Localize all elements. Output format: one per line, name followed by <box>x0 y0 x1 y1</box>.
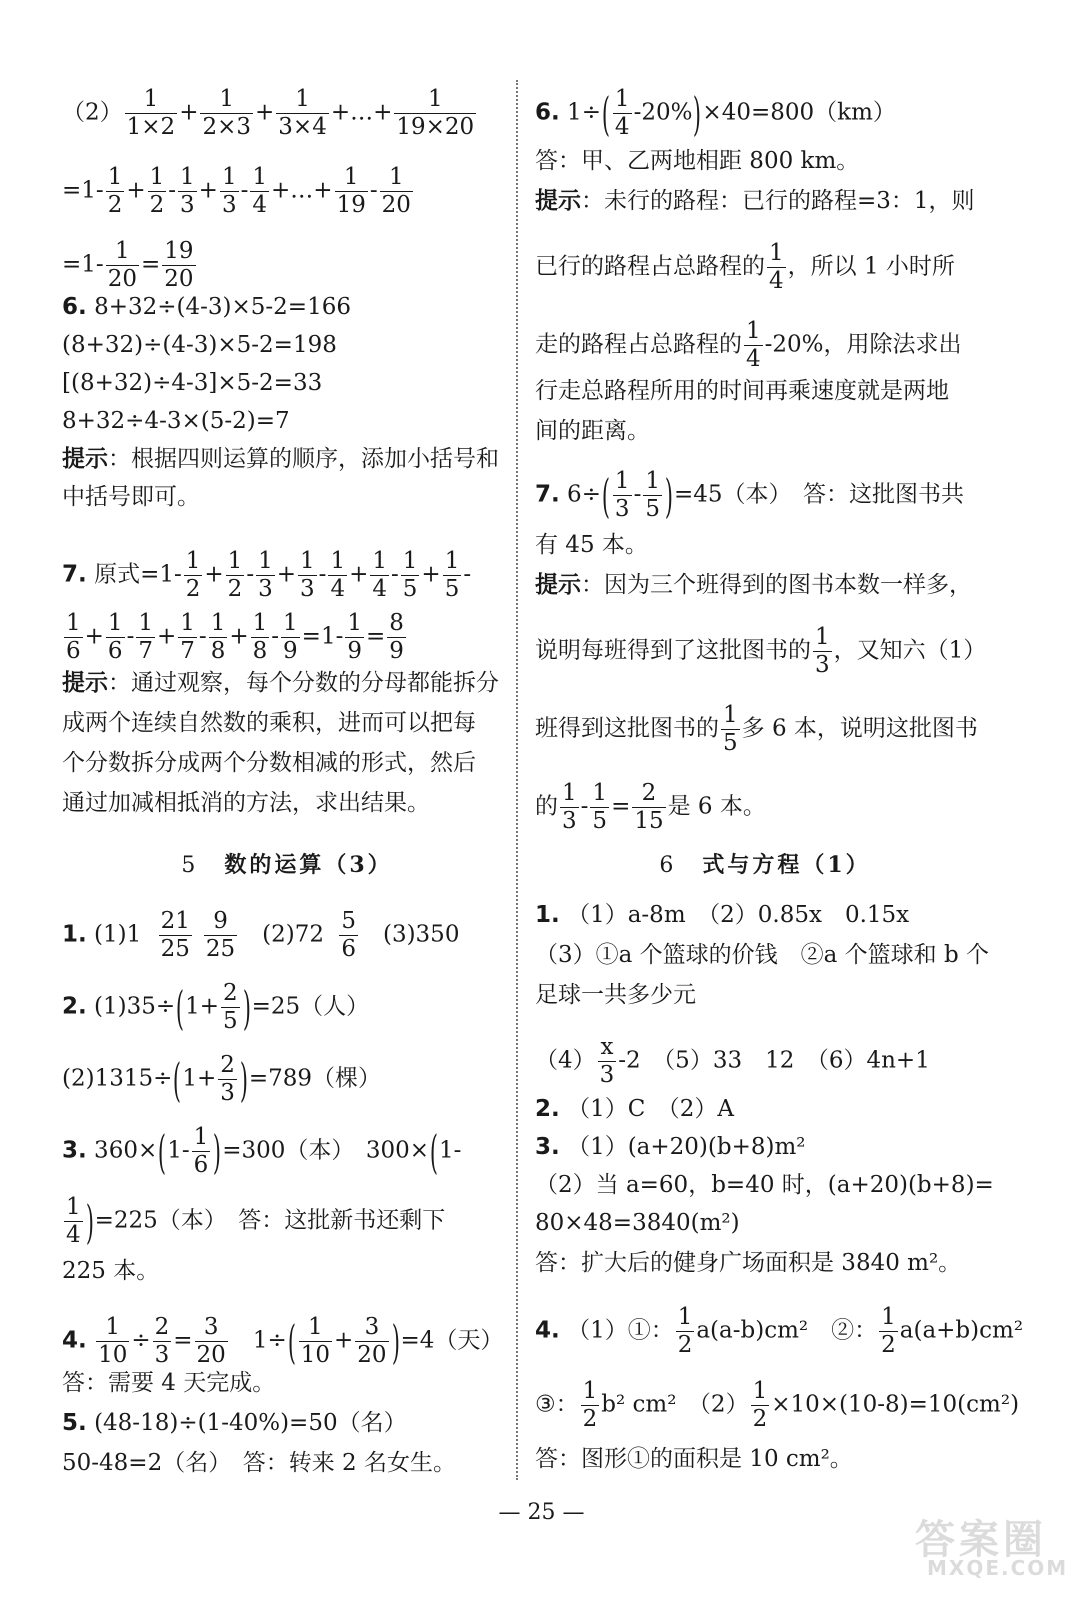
s6-q3-line1: 3. （1）(a+20)(b+8)m² <box>535 1134 806 1160</box>
q6-hint-line2: 中括号即可。 <box>62 484 200 510</box>
r-q6-hint-line5: 间的距离。 <box>535 418 650 444</box>
q7-hint-line4: 通过加减相抵消的方法，求出结果。 <box>62 790 430 816</box>
page-number: — 25 — <box>498 1500 585 1525</box>
section-5-heading: 5 数的运算（3） <box>181 852 393 878</box>
s6-q4-line2: ③： $\frac{1}{2}$ b² cm² （2） $\frac{1}{2}$ ×10×(10-8)=10(cm²) <box>535 1378 1020 1432</box>
r-q7-hint-line1: 提示：因为三个班得到的图书本数一样多， <box>535 572 972 598</box>
s6-q2: 2. （1）C （2）A <box>535 1096 735 1122</box>
r-q6-hint-line4: 行走总路程所用的时间再乘速度就是两地 <box>535 378 949 404</box>
watermark-logo: 答案圈 MXQE.COM <box>915 1517 1069 1580</box>
r-q6-hint-line2: 已行的路程占总路程的 $\frac{1}{4}$ ，所以 1 小时所 <box>535 240 955 294</box>
s6-q3-line2: （2）当 a=60，b=40 时，(a+20)(b+8)= <box>535 1172 994 1198</box>
q5-2-line3: =1- $\frac{1}{20}$ = $\frac{19}{20}$ <box>62 238 194 292</box>
s5-q5-line1: 5. (48-18)÷(1-40%)=50（名） <box>62 1410 407 1436</box>
q7-hint-line2: 成两个连续自然数的乘积，进而可以把每 <box>62 710 476 736</box>
s5-q3-line1: 3. 360×(1- $\frac{1}{6}$ )=300（本） 300×(1- <box>62 1124 462 1179</box>
q6-hint-line1: 提示：根据四则运算的顺序，添加小括号和 <box>62 446 499 472</box>
r-q7-hint-line4: 的 $\frac{1}{3}$ - $\frac{1}{5}$ = $\frac{2}{15}$ 是 6 本。 <box>535 780 766 834</box>
s5-q4-answer: 答：需要 4 天完成。 <box>62 1370 276 1396</box>
column-divider <box>516 80 518 1480</box>
r-q6-line1: 6. 1÷( $\frac{1}{4}$ -20%)×40=800（km） <box>535 86 896 141</box>
r-q7-line2: 有 45 本。 <box>535 532 648 558</box>
s5-q3-line2: $\frac{1}{4}$ )=225（本） 答：这批新书还剩下 <box>66 1194 446 1249</box>
s5-q1: 1. (1)1 $\frac{21}{25}$ $\frac{9}{25}$ (2)72 $\frac{5}{6}$ (3)350 <box>62 908 460 962</box>
s6-q4-line1: 4. （1）①： $\frac{1}{2}$ a(a-b)cm² ②： $\frac{1}{2}$ a(a+b)cm² <box>535 1304 1024 1358</box>
r-q7-line1: 7. 6÷( $\frac{1}{3}$ - $\frac{1}{5}$ )=45（本） 答：这批图书共 <box>535 468 964 523</box>
s6-q1-line4: （4） $\frac{x}{3}$ -2 （5）33 12 （6）4n+1 <box>535 1034 930 1088</box>
s6-q3-answer: 答：扩大后的健身广场面积是 3840 m²。 <box>535 1250 962 1276</box>
s5-q2-2: (2)1315÷(1+ $\frac{2}{3}$ )=789（棵） <box>62 1052 382 1107</box>
s5-q2-1: 2. (1)35÷(1+ $\frac{2}{5}$ )=25（人） <box>62 980 370 1035</box>
s6-q1-line1: 1. （1）a-8m （2）0.85x 0.15x <box>535 902 910 928</box>
r-q6-hint-line1: 提示：未行的路程：已行的路程=3：1，则 <box>535 188 975 214</box>
q6-line3: [(8+32)÷4-3]×5-2=33 <box>62 370 323 396</box>
q6-line2: (8+32)÷(4-3)×5-2=198 <box>62 332 337 358</box>
s6-q4-answer: 答：图形①的面积是 10 cm²。 <box>535 1446 853 1472</box>
q7-line1: 7. 原式=1- $\frac{1}{2}$ + $\frac{1}{2}$ - $\frac{1}{3}$ + $\frac{1}{3}$ - $\frac{1}{4}$ + $\frac{1}{4}$ - $\frac{1}{5}$ + $\frac{1}{5}$ - <box>62 548 472 602</box>
q6-line1: 6. 8+32÷(4-3)×5-2=166 <box>62 294 351 320</box>
s6-q1-line3: 足球一共多少元 <box>535 982 696 1008</box>
s5-q4: 4. $\frac{1}{10}$ ÷ $\frac{2}{3}$ = $\frac{3}{20}$ 1÷( $\frac{1}{10}$ + $\frac{3}{20}$ )=4（天） <box>62 1314 504 1369</box>
q7-line2: $\frac{1}{6}$ + $\frac{1}{6}$ - $\frac{1}{7}$ + $\frac{1}{7}$ - $\frac{1}{8}$ + $\frac{1}{8}$ - $\frac{1}{9}$ =1- $\frac{1}{9}$ = $\frac{8}{9}$ <box>66 610 404 664</box>
q7-hint-line1: 提示：通过观察，每个分数的分母都能拆分 <box>62 670 499 696</box>
r-q7-hint-line3: 班得到这批图书的 $\frac{1}{5}$ 多 6 本，说明这批图书 <box>535 702 978 756</box>
q5-2-line1: （2） $\frac{1}{1\times 2}$ + $\frac{1}{2\times 3}$ + $\frac{1}{3\times 4}$ +…+ $\frac{1}{19\times 20}$ <box>62 86 475 140</box>
r-q6-answer: 答：甲、乙两地相距 800 km。 <box>535 148 860 174</box>
s6-q3-line3: 80×48=3840(m²) <box>535 1210 740 1236</box>
s5-q3-line3: 225 本。 <box>62 1258 160 1284</box>
q7-hint-line3: 个分数拆分成两个分数相减的形式，然后 <box>62 750 476 776</box>
q6-line4: 8+32÷4-3×(5-2)=7 <box>62 408 290 434</box>
r-q6-hint-line3: 走的路程占总路程的 $\frac{1}{4}$ -20%，用除法求出 <box>535 318 962 372</box>
q5-2-line2: =1- $\frac{1}{2}$ + $\frac{1}{2}$ - $\frac{1}{3}$ + $\frac{1}{3}$ - $\frac{1}{4}$ +…+ $\frac{1}{19}$ - $\frac{1}{20}$ <box>62 164 411 218</box>
r-q7-hint-line2: 说明每班得到了这批图书的 $\frac{1}{3}$ ，又知六（1） <box>535 624 987 678</box>
s6-q1-line2: （3）①a 个篮球的价钱 ②a 个篮球和 b 个 <box>535 942 990 968</box>
section-6-heading: 6 式与方程（1） <box>659 852 871 878</box>
s5-q5-line2: 50-48=2（名） 答：转来 2 名女生。 <box>62 1450 456 1476</box>
